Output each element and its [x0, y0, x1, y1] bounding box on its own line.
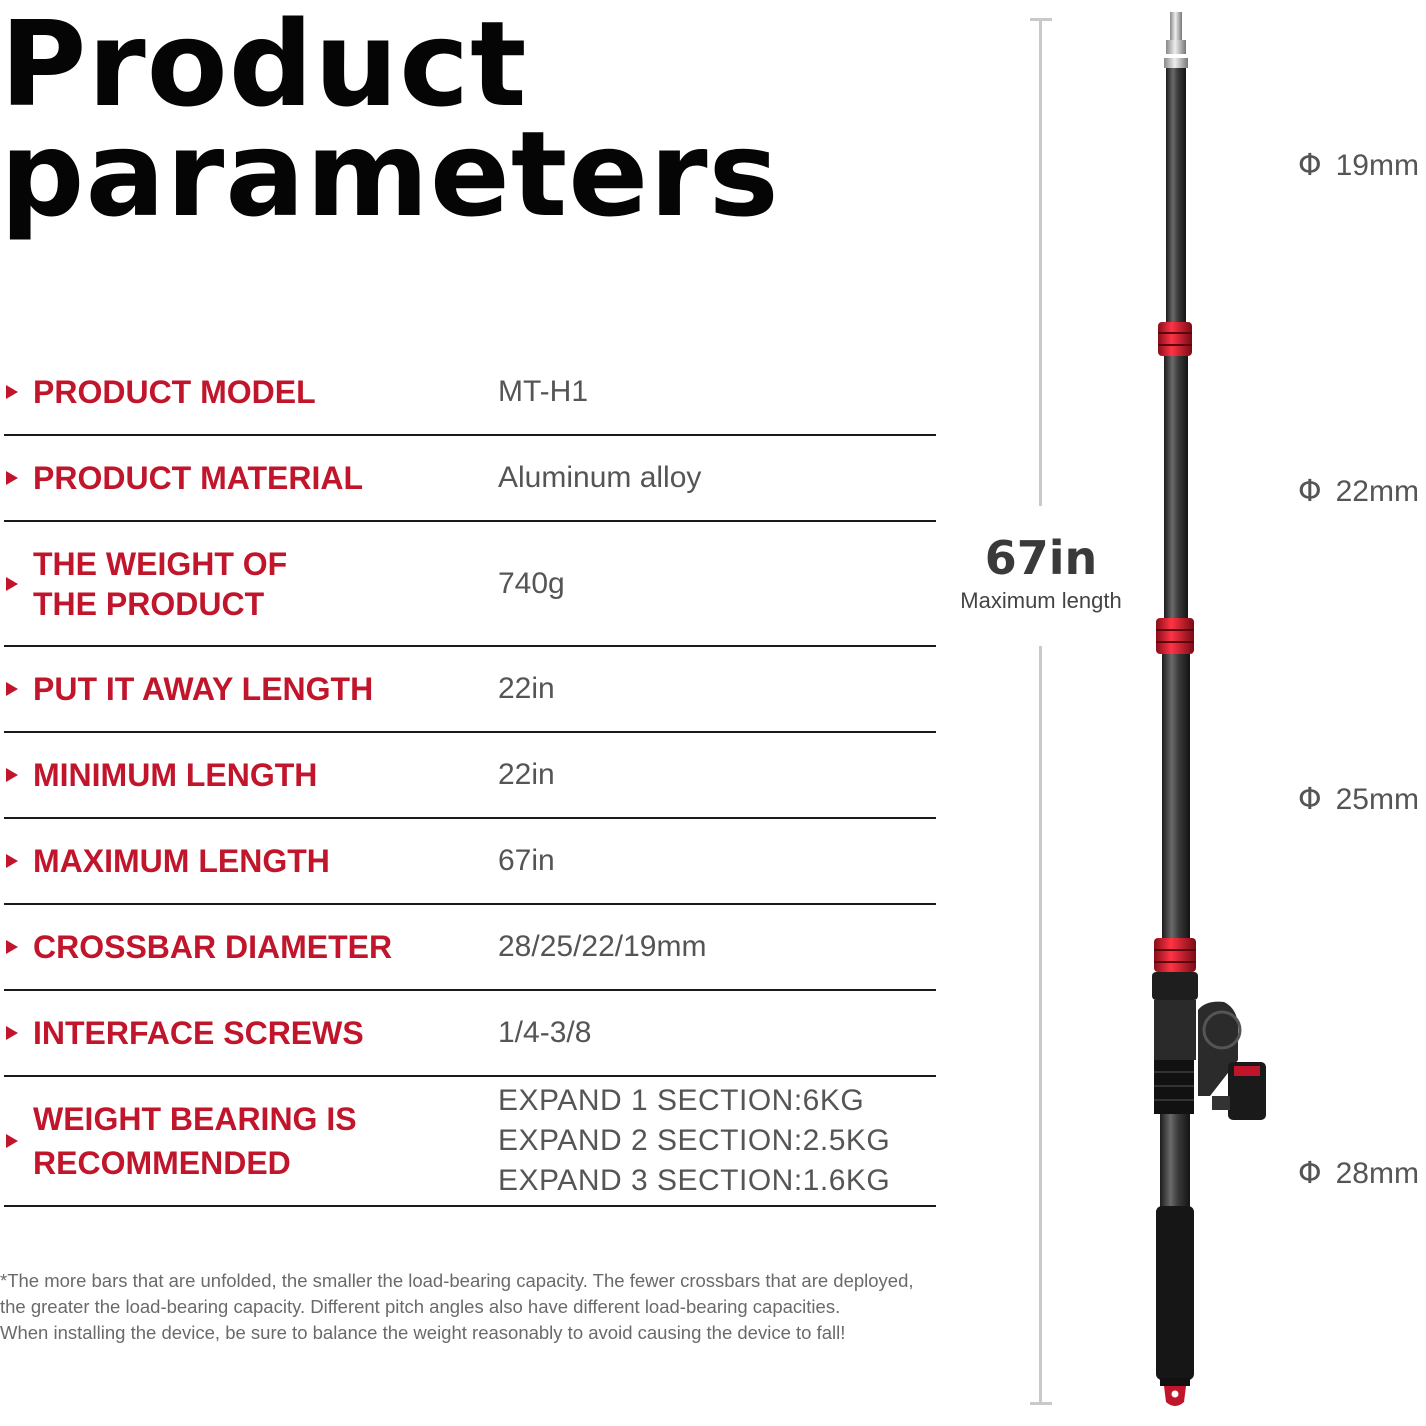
max-length-label: Maximum length	[960, 588, 1122, 613]
bullet-arrow-icon	[6, 1026, 18, 1040]
diameter-callout-28mm: Φ 28mm	[1298, 1156, 1419, 1191]
spec-label: THE WEIGHT OF THE PRODUCT	[33, 545, 288, 622]
pole-section-1	[1166, 68, 1186, 326]
bullet-arrow-icon	[6, 854, 18, 868]
spec-label: MAXIMUM LENGTH	[33, 843, 330, 879]
diameter-icon: Φ	[1298, 148, 1322, 183]
lock-ring-1	[1158, 322, 1192, 356]
diameter-callout-22mm: Φ 22mm	[1298, 474, 1419, 509]
bullet-arrow-icon	[6, 385, 18, 399]
footnote: *The more bars that are unfolded, the smaller the load-bearing capacity. The fewer crossbars that are deployed, the greater the load-bearing capacity. Different pitch angles also have different load-bearing capacities. When installing the device, be sure to balance the weight reasonably to avoid causing the device to fall!	[0, 1270, 914, 1343]
spec-value: 22in	[498, 758, 555, 791]
spec-row-product-weight	[4, 522, 936, 647]
bullet-arrow-icon	[6, 940, 18, 954]
spec-label: CROSSBAR DIAMETER	[33, 929, 393, 965]
bullet-arrow-icon	[6, 471, 18, 485]
dimension-line-upper	[1039, 18, 1042, 506]
spec-table	[4, 350, 936, 1207]
foam-grip	[1156, 1206, 1194, 1380]
lock-ring-3	[1154, 938, 1196, 972]
spec-value: EXPAND 1 SECTION:6KG EXPAND 2 SECTION:2.5KG EXPAND 3 SECTION:1.6KG	[498, 1084, 891, 1197]
spec-label: PUT IT AWAY LENGTH	[33, 671, 374, 707]
diameter-callout-19mm: Φ 19mm	[1298, 148, 1419, 183]
page-title-line-1: Product	[0, 0, 528, 133]
spec-row-product-model	[4, 350, 936, 436]
spec-value: 1/4-3/8	[498, 1016, 592, 1049]
pole-section-4	[1160, 1114, 1190, 1210]
dimension-bottom-cap	[1030, 1402, 1052, 1405]
screw-tip	[1170, 12, 1182, 40]
bullet-arrow-icon	[6, 682, 18, 696]
spec-value: 740g	[498, 566, 565, 600]
max-length-value: 67in	[984, 531, 1098, 585]
spec-value: MT-H1	[498, 375, 588, 408]
spec-label: WEIGHT BEARING IS RECOMMENDED	[33, 1101, 357, 1181]
clamp-collar	[1152, 972, 1198, 1000]
spec-value: 22in	[498, 672, 555, 705]
spec-value: 67in	[498, 844, 555, 877]
spec-label: MINIMUM LENGTH	[33, 757, 318, 793]
spec-label: INTERFACE SCREWS	[33, 1015, 364, 1051]
diameter-icon: Φ	[1298, 474, 1322, 509]
telescopic-pole-image	[1140, 0, 1280, 1426]
bullet-arrow-icon	[6, 768, 18, 782]
dimension-line-lower	[1039, 646, 1042, 1404]
spec-row-minimum-length	[4, 733, 936, 819]
spec-label: PRODUCT MATERIAL	[33, 460, 364, 496]
bullet-arrow-icon	[6, 577, 18, 591]
spec-row-maximum-length	[4, 819, 936, 905]
pole-section-3	[1162, 654, 1190, 938]
page-title-line-2: parameters	[0, 105, 780, 243]
diameter-callout-25mm: Φ 25mm	[1298, 782, 1419, 817]
spec-row-interface-screws	[4, 991, 936, 1077]
spec-row-product-material	[4, 436, 936, 522]
lock-ring-2	[1156, 618, 1194, 654]
spec-row-crossbar-diameter	[4, 905, 936, 991]
spec-row-weight-bearing	[4, 1077, 936, 1207]
spec-value: 28/25/22/19mm	[498, 930, 707, 963]
pole-section-2	[1164, 356, 1188, 620]
bullet-arrow-icon	[6, 1134, 18, 1148]
spec-value: Aluminum alloy	[498, 461, 702, 494]
spec-row-put-away-length	[4, 647, 936, 733]
diameter-icon: Φ	[1298, 782, 1322, 817]
spec-label: PRODUCT MODEL	[33, 374, 316, 410]
diameter-icon: Φ	[1298, 1156, 1322, 1191]
